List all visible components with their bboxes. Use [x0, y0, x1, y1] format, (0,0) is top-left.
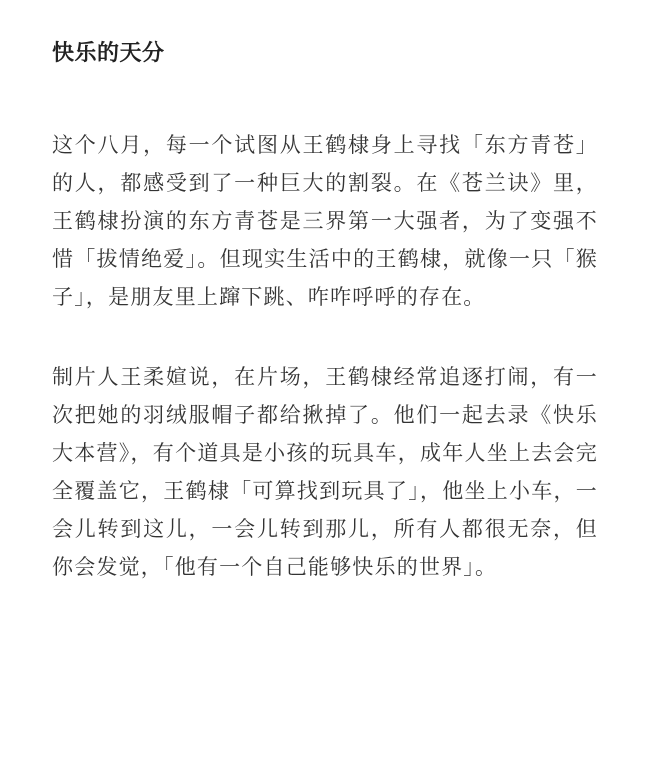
section-heading: 快乐的天分: [52, 41, 165, 66]
paragraph-producer: 制片人王柔媗说，在片场，王鹤棣经常追逐打闹，有一次把她的羽绒服帽子都给揪掉了。他们一起去录《快乐大本营》，有个道具是小孩的玩具车，成年人坐上去会完全覆盖它，王鹤棣「可算找到玩具了」，他坐上小车，一会儿转到这儿，一会儿转到那儿，所有人都很无奈，但你会发觉，「他有一个自己能够快乐的世界」。: [52, 365, 598, 579]
paragraph-august: 这个八月，每一个试图从王鹤棣身上寻找「东方青苍」的人，都感受到了一种巨大的割裂。在《苍兰诀》里，王鹤棣扮演的东方青苍是三界第一大强者，为了变强不惜「拔情绝爱」。但现实生活中的王鹤棣，就像一只「猴子」，是朋友里上蹿下跳、咋咋呼呼的存在。: [52, 133, 598, 309]
